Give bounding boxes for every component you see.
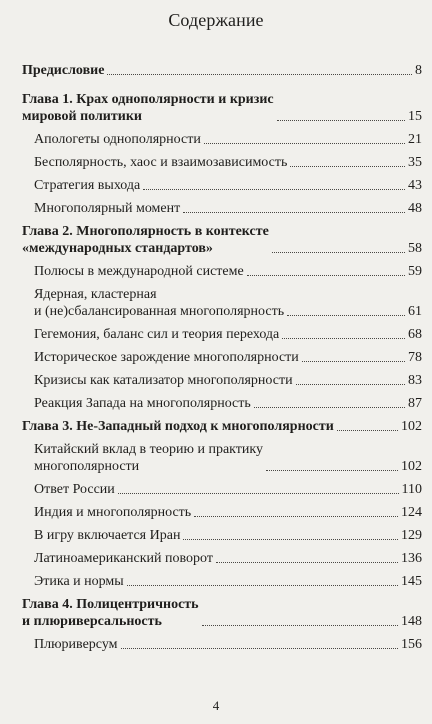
toc-entry-page: 78 (408, 350, 422, 365)
toc-entry-section (22, 131, 422, 148)
toc-entry-page: 124 (401, 505, 422, 520)
toc-entry-section (22, 504, 422, 521)
toc-entry-page: 68 (408, 327, 422, 342)
toc-entry-section (22, 200, 422, 217)
dot-leader (337, 430, 398, 431)
dot-leader (204, 143, 405, 144)
toc-entry-page: 145 (401, 574, 422, 589)
toc-entry-title: Латиноамериканский поворот (34, 551, 213, 566)
toc-entry-section (22, 372, 422, 389)
dot-leader (216, 562, 398, 563)
toc-entry-title: Апологеты однополярности (34, 132, 201, 147)
toc-entry-preface (22, 62, 422, 79)
toc-entry-section (22, 395, 422, 412)
dot-leader (107, 74, 412, 75)
toc-entry-title: Предисловие (22, 63, 105, 78)
toc-entry-chapter-2 (22, 223, 422, 257)
dot-leader (296, 384, 405, 385)
toc-entry-section (22, 263, 422, 280)
dot-leader (254, 407, 405, 408)
dot-leader (118, 493, 399, 494)
toc-entry-page: 15 (408, 109, 422, 124)
toc-list (22, 62, 422, 659)
toc-entry-title: Кризисы как катализатор многополярности (34, 373, 293, 388)
dot-leader (282, 338, 405, 339)
dot-leader (247, 275, 405, 276)
page-number: 4 (212, 698, 220, 713)
toc-entry-section (22, 573, 422, 590)
toc-entry-title: Ядерная, кластерная и (не)сбалансированная многополярность (34, 287, 285, 319)
toc-entry-title: Глава 3. Не-Западный подход к многополярности (22, 419, 334, 434)
toc-entry-page: 136 (401, 551, 422, 566)
toc-entry-title: Бесполярность, хаос и взаимозависимость (34, 155, 288, 170)
toc-entry-page: 21 (408, 132, 422, 147)
toc-entry-title: В игру включается Иран (34, 528, 181, 543)
toc-entry-section (22, 441, 422, 475)
toc-entry-section (22, 326, 422, 343)
dot-leader (194, 516, 398, 517)
toc-entry-page: 58 (408, 241, 422, 256)
toc-entry-section (22, 527, 422, 544)
toc-entry-page: 83 (408, 373, 422, 388)
toc-entry-page: 156 (401, 637, 422, 652)
toc-entry-page: 8 (415, 63, 422, 78)
toc-entry-title: Ответ России (34, 482, 115, 497)
toc-entry-section (22, 286, 422, 320)
toc-entry-chapter-1 (22, 91, 422, 125)
toc-entry-page: 48 (408, 201, 422, 216)
toc-entry-page: 102 (401, 419, 422, 434)
toc-entry-title: Глава 4. Полицентричность и плюриверсальность (22, 597, 199, 629)
dot-leader (266, 470, 398, 471)
toc-entry-page: 110 (401, 482, 422, 497)
dot-leader (183, 539, 398, 540)
toc-entry-title: Гегемония, баланс сил и теория перехода (34, 327, 280, 342)
dot-leader (290, 166, 405, 167)
toc-entry-page: 43 (408, 178, 422, 193)
dot-leader (121, 648, 399, 649)
dot-leader (287, 315, 405, 316)
toc-entry-chapter-3 (22, 418, 422, 435)
toc-entry-title: Полюсы в международной системе (34, 264, 244, 279)
dot-leader (302, 361, 405, 362)
toc-entry-section (22, 481, 422, 498)
toc-entry-page: 87 (408, 396, 422, 411)
toc-entry-title: Реакция Запада на многополярность (34, 396, 251, 411)
toc-entry-title: Глава 2. Многополярность в контексте «международных стандартов» (22, 224, 269, 256)
toc-entry-title: Индия и многополярность (34, 505, 192, 520)
toc-entry-section (22, 349, 422, 366)
toc-entry-title: Китайский вклад в теорию и практику многополярности (34, 442, 263, 474)
dot-leader (143, 189, 405, 190)
toc-entry-title: Стратегия выхода (34, 178, 141, 193)
dot-leader (127, 585, 398, 586)
toc-entry-chapter-4 (22, 596, 422, 630)
dot-leader (202, 625, 398, 626)
toc-entry-page: 61 (408, 304, 422, 319)
toc-entry-title: Этика и нормы (34, 574, 124, 589)
dot-leader (183, 212, 405, 213)
toc-entry-title: Историческое зарождение многополярности (34, 350, 299, 365)
toc-entry-title: Плюриверсум (34, 637, 118, 652)
toc-entry-page: 35 (408, 155, 422, 170)
toc-entry-page: 102 (401, 459, 422, 474)
dot-leader (272, 252, 405, 253)
toc-entry-section (22, 177, 422, 194)
toc-entry-page: 129 (401, 528, 422, 543)
toc-entry-title: Многополярный момент (34, 201, 181, 216)
dot-leader (277, 120, 405, 121)
toc-entry-section (22, 636, 422, 653)
page-title: Содержание (168, 10, 264, 30)
toc-entry-section (22, 550, 422, 567)
toc-entry-section (22, 154, 422, 171)
toc-entry-title: Глава 1. Крах однополярности и кризис мировой политики (22, 92, 274, 124)
toc-entry-page: 148 (401, 614, 422, 629)
toc-entry-page: 59 (408, 264, 422, 279)
